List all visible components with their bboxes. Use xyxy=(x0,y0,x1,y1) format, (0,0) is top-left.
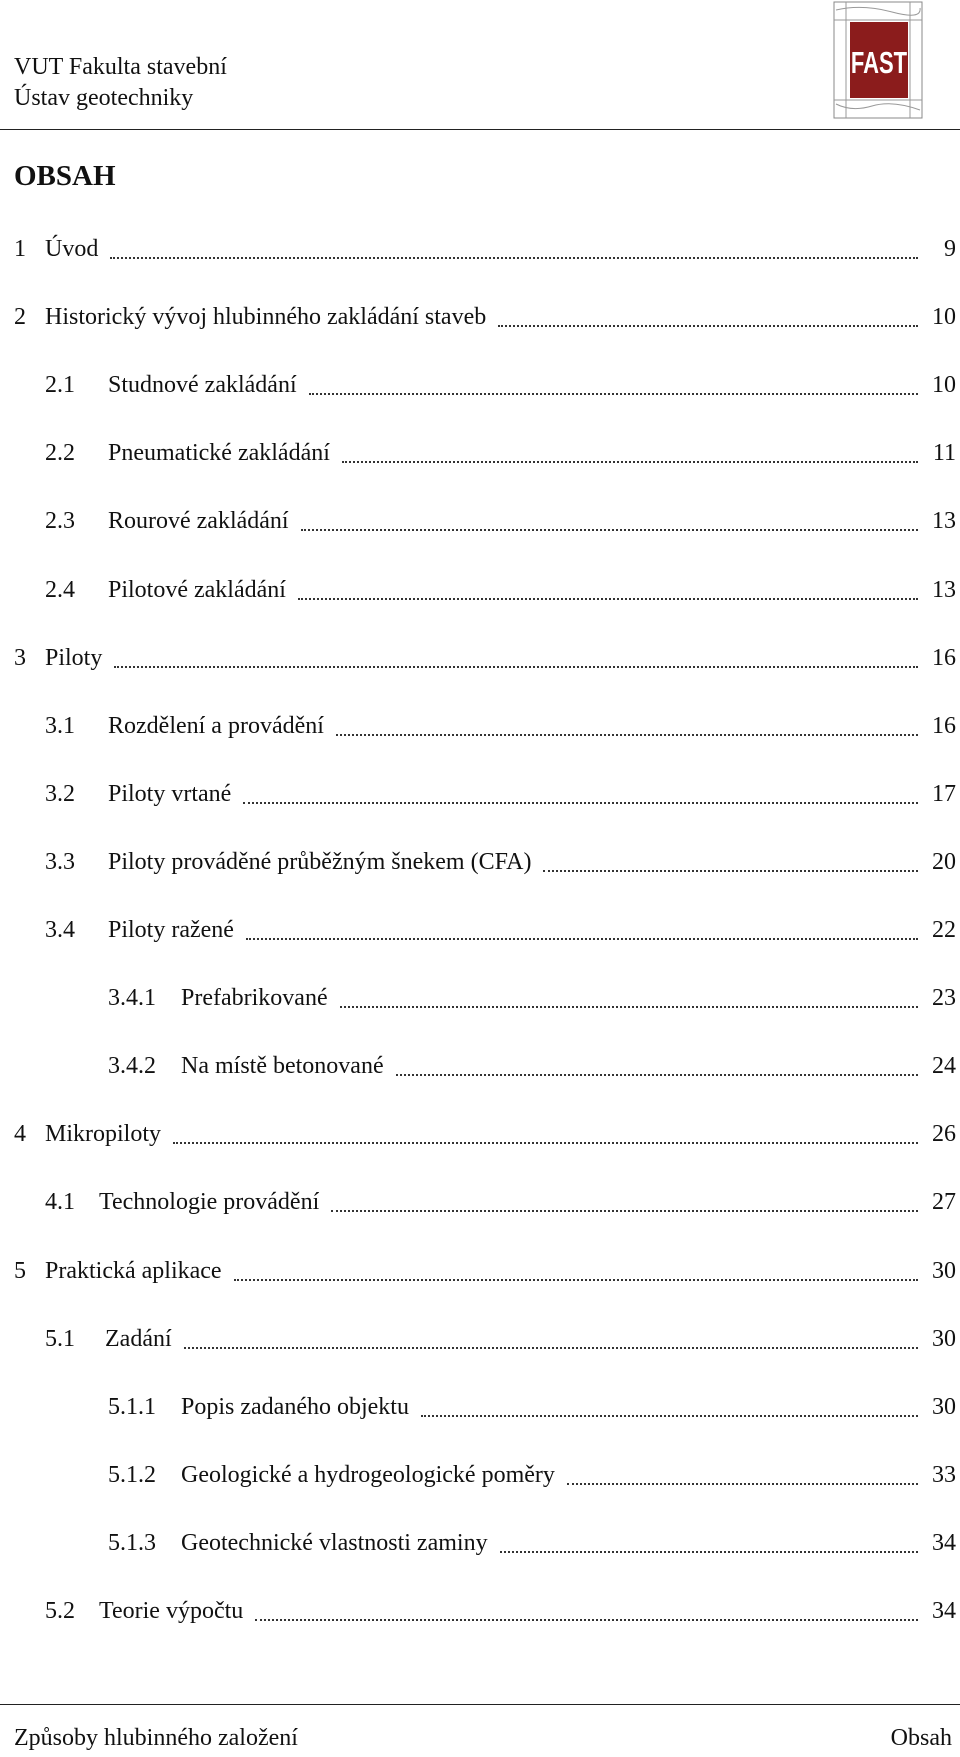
toc-entry-page: 34 xyxy=(932,1529,956,1556)
toc-dot-leader xyxy=(500,1551,918,1553)
toc-entry-number: 2.1 xyxy=(45,372,75,399)
fast-logo xyxy=(832,0,924,120)
toc-entry[interactable] xyxy=(14,645,960,677)
toc-entry[interactable] xyxy=(108,1530,960,1562)
toc-entry[interactable] xyxy=(45,372,960,404)
toc-entry-title: Prefabrikované xyxy=(181,985,328,1012)
toc-entry-title: Piloty xyxy=(45,644,103,671)
toc-dot-leader xyxy=(340,1006,918,1008)
toc-entry-number: 4 xyxy=(14,1121,26,1148)
toc-dot-leader xyxy=(342,461,918,463)
toc-dot-leader xyxy=(246,938,918,940)
toc-entry[interactable] xyxy=(45,917,960,949)
toc-entry-page: 30 xyxy=(932,1257,956,1284)
toc-entry-number: 5.1.3 xyxy=(108,1529,156,1556)
toc-entry-title: Na místě betonované xyxy=(181,1053,384,1080)
toc-entry-number: 5.2 xyxy=(45,1598,75,1624)
toc-entry-number: 2.2 xyxy=(45,440,75,467)
toc-entry-title: Rourové zakládání xyxy=(108,508,289,535)
toc-entry[interactable] xyxy=(45,440,960,472)
toc-dot-leader xyxy=(309,393,918,395)
toc-entry[interactable] xyxy=(108,1394,960,1426)
toc-dot-leader xyxy=(331,1210,918,1212)
toc-entry-page: 10 xyxy=(932,372,956,399)
toc-entry-title: Úvod xyxy=(45,236,99,262)
toc-entry-page: 17 xyxy=(932,780,956,807)
toc-dot-leader xyxy=(234,1279,918,1281)
toc-entry-page: 34 xyxy=(932,1598,956,1624)
toc-entry-title: Historický vývoj hlubinného zakládání staveb xyxy=(45,304,487,331)
toc-entry-number: 2.3 xyxy=(45,508,75,535)
toc-entry-page: 23 xyxy=(932,985,956,1012)
toc-entry-title: Mikropiloty xyxy=(45,1121,162,1148)
toc-entry-title: Technologie provádění xyxy=(99,1189,320,1216)
toc-entry[interactable] xyxy=(14,236,960,268)
toc-entry-number: 3 xyxy=(14,644,26,671)
svg-text:FAST: FAST xyxy=(850,45,908,80)
toc-dot-leader xyxy=(498,325,918,327)
toc-entry-page: 26 xyxy=(932,1121,956,1148)
toc-entry[interactable] xyxy=(45,1326,960,1358)
toc-entry-title: Piloty vrtané xyxy=(108,780,232,807)
toc-entry[interactable] xyxy=(45,577,960,609)
toc-entry-title: Pneumatické zakládání xyxy=(108,440,330,467)
toc-entry[interactable] xyxy=(14,1121,960,1153)
footer-document-title: Způsoby hlubinného založení xyxy=(14,1725,298,1751)
toc-entry-title: Rozdělení a provádění xyxy=(108,712,324,739)
toc-entry[interactable] xyxy=(45,849,960,881)
toc-entry[interactable] xyxy=(108,1053,960,1085)
toc-entry-page: 20 xyxy=(932,848,956,875)
toc-entry-page: 16 xyxy=(932,644,956,671)
toc-entry-page: 11 xyxy=(932,440,956,467)
toc-entry-number: 5.1 xyxy=(45,1325,75,1352)
toc-entry-page: 24 xyxy=(932,1053,956,1080)
toc-dot-leader xyxy=(543,870,918,872)
toc-entry-page: 13 xyxy=(932,576,956,603)
toc-entry-number: 3.1 xyxy=(45,712,75,739)
toc-entry[interactable] xyxy=(45,713,960,745)
toc-heading: OBSAH xyxy=(14,160,116,192)
toc-entry[interactable] xyxy=(45,508,960,540)
toc-entry-number: 2 xyxy=(14,304,26,331)
toc-entry-number: 5 xyxy=(14,1257,26,1284)
toc-entry-number: 3.2 xyxy=(45,780,75,807)
footer-section-name: Obsah xyxy=(890,1725,952,1751)
toc-entry-title: Geologické a hydrogeologické poměry xyxy=(181,1461,555,1488)
toc-dot-leader xyxy=(301,529,918,531)
toc-entry-number: 3.4.1 xyxy=(108,985,156,1012)
header-rule xyxy=(0,129,960,130)
toc-entry-title: Teorie výpočtu xyxy=(99,1598,244,1624)
toc-entry-number: 5.1.2 xyxy=(108,1461,156,1488)
toc-dot-leader xyxy=(567,1483,918,1485)
toc-entry-page: 30 xyxy=(932,1325,956,1352)
toc-entry-title: Praktická aplikace xyxy=(45,1257,222,1284)
toc-entry[interactable] xyxy=(108,985,960,1017)
toc-dot-leader xyxy=(421,1415,918,1417)
toc-entry-title: Geotechnické vlastnosti zaminy xyxy=(181,1529,488,1556)
toc-dot-leader xyxy=(298,598,918,600)
toc-entry-number: 5.1.1 xyxy=(108,1393,156,1420)
toc-entry-page: 9 xyxy=(944,236,956,262)
toc-entry-title: Pilotové zakládání xyxy=(108,576,286,603)
toc-entry-page: 16 xyxy=(932,712,956,739)
toc-dot-leader xyxy=(336,734,918,736)
toc-entry-page: 30 xyxy=(932,1393,956,1420)
toc-entry-title: Piloty prováděné průběžným šnekem (CFA) xyxy=(108,848,532,875)
toc-entry-number: 3.4.2 xyxy=(108,1053,156,1080)
toc-entry-page: 27 xyxy=(932,1189,956,1216)
toc-dot-leader xyxy=(173,1142,918,1144)
toc-entry-number: 3.3 xyxy=(45,848,75,875)
footer-rule xyxy=(0,1704,960,1705)
toc-entry-title: Piloty ražené xyxy=(108,917,234,943)
toc-dot-leader xyxy=(110,257,918,259)
toc-entry-page: 10 xyxy=(932,304,956,331)
toc-entry[interactable] xyxy=(45,1598,960,1630)
toc-dot-leader xyxy=(396,1074,918,1076)
institution-name: VUT Fakulta stavební xyxy=(14,54,227,80)
toc-entry-title: Zadání xyxy=(105,1325,172,1352)
toc-entry[interactable] xyxy=(45,1189,960,1221)
toc-dot-leader xyxy=(184,1347,918,1349)
toc-entry-page: 22 xyxy=(932,917,956,943)
toc-entry-number: 3.4 xyxy=(45,917,75,943)
toc-entry-page: 13 xyxy=(932,508,956,535)
toc-entry[interactable] xyxy=(45,781,960,813)
toc-entry-number: 1 xyxy=(14,236,26,262)
toc-entry-page: 33 xyxy=(932,1461,956,1488)
toc-dot-leader xyxy=(114,666,918,668)
department-name: Ústav geotechniky xyxy=(14,85,194,111)
toc-entry[interactable] xyxy=(108,1462,960,1494)
toc-dot-leader xyxy=(243,802,918,804)
toc-entry-title: Popis zadaného objektu xyxy=(181,1393,409,1420)
toc-entry-title: Studnové zakládání xyxy=(108,372,297,399)
toc-entry-number: 4.1 xyxy=(45,1189,75,1216)
toc-dot-leader xyxy=(255,1619,918,1621)
toc-entry-number: 2.4 xyxy=(45,576,75,603)
toc-entry[interactable] xyxy=(14,304,960,336)
header-institution xyxy=(14,52,227,114)
toc-entry[interactable] xyxy=(14,1258,960,1290)
